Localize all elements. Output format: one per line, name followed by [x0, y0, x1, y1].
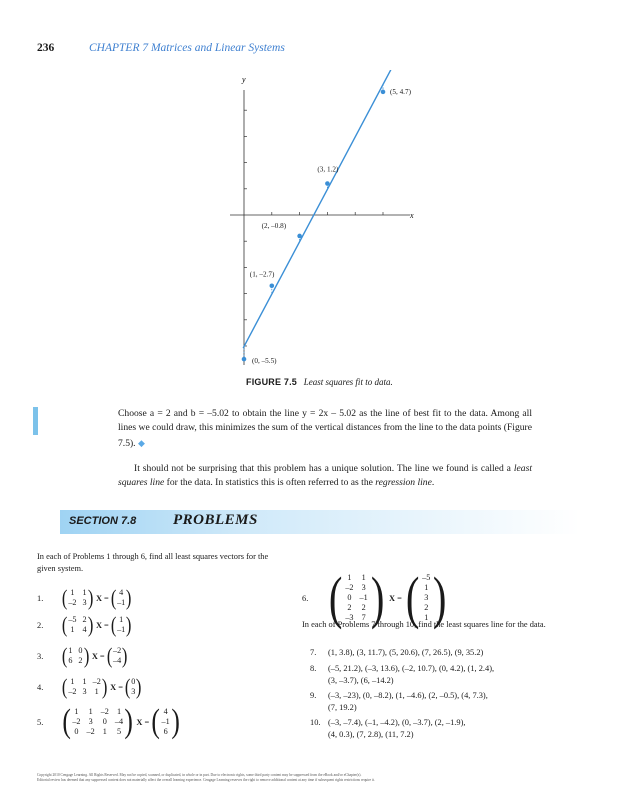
matrix-entry: 0 — [102, 717, 107, 726]
x-axis-label: x — [410, 211, 414, 220]
data-points-line-1: (–3, –23), (0, –8.2), (1, –4.6), (2, –0.5), (4, 7.3), — [328, 691, 488, 700]
matrix-entry: 1 — [70, 588, 75, 597]
matrix-entry: –1 — [117, 625, 126, 634]
matrix-entry: 1 — [119, 615, 124, 624]
y-axis-label: y — [242, 75, 246, 84]
rhs-vector — [106, 645, 129, 667]
equals-sign: = — [104, 620, 109, 630]
matrix-entry: 3 — [82, 598, 87, 607]
coefficient-matrix — [61, 676, 108, 698]
paragraph-best-fit-text: Choose a = 2 and b = –5.02 to obtain the line y = 2x – 5.02 as the line of best fit to the data. Among all lines we could draw, this minimizes the sum of the vertical distances from the line to the data points (Figure 7.5). — [118, 408, 532, 449]
data-point — [270, 283, 275, 288]
right-paren: ) — [124, 703, 133, 740]
data-points-line-2: (3, –3.7), (6, –14.2) — [328, 676, 394, 685]
matrix-entry: –4 — [112, 656, 122, 665]
left-paren: ( — [61, 585, 68, 610]
matrix-entry: –3 — [345, 613, 354, 622]
problem-number: 9. — [310, 691, 317, 700]
matrix-entry: 0 — [78, 646, 83, 655]
matrix-entry: 4 — [119, 588, 124, 597]
matrix-entry: –5 — [422, 573, 431, 582]
matrix-entry: 2 — [347, 603, 352, 612]
matrix-entry: –2 — [100, 707, 109, 716]
problem-3 — [37, 645, 128, 667]
right-paren: ) — [126, 612, 132, 637]
matrix-entry: –1 — [117, 598, 126, 607]
equals-sign: = — [118, 682, 123, 692]
rhs-vector — [124, 676, 143, 698]
problem-1 — [37, 587, 133, 609]
data-point-label: (1, –2.7) — [249, 270, 275, 279]
para2-post: . — [431, 477, 435, 489]
paragraph-best-fit — [118, 407, 532, 451]
matrix-entry: 4 — [82, 625, 87, 634]
data-points-line-2: (7, 19.2) — [328, 703, 357, 712]
matrix-entry: 3 — [424, 593, 429, 602]
matrix-entry: –5 — [68, 615, 77, 624]
problems-intro-right: In each of Problems 7 through 10, find the least squares line for the data. — [302, 620, 546, 629]
unknown-vector-X: X — [110, 682, 117, 692]
matrix-entry: –2 — [345, 583, 354, 592]
matrix-entry: 0 — [347, 593, 352, 602]
problem-number: 8. — [310, 664, 317, 673]
para2-pre: It should not be surprising that this problem has a unique solution. The line we found is called a — [134, 463, 514, 474]
data-problem-10 — [310, 717, 560, 741]
data-point — [325, 181, 330, 186]
right-paren: ) — [171, 703, 180, 740]
problem-number: 2. — [37, 620, 44, 630]
least-squares-line — [243, 70, 406, 348]
matrix-entry: 4 — [163, 707, 168, 716]
matrix-entry: 3 — [88, 717, 93, 726]
data-points-line-1: (–3, –7.4), (–1, –4.2), (0, –3.7), (2, –1.9), — [328, 718, 466, 727]
right-paren: ) — [126, 585, 132, 610]
equals-sign: = — [99, 651, 105, 661]
end-of-example-diamond-icon: ◆ — [138, 437, 145, 448]
right-paren: ) — [122, 643, 128, 668]
problem-5 — [37, 705, 181, 739]
matrix-entry: 1 — [94, 687, 99, 696]
matrix-entry: 1 — [424, 613, 429, 622]
matrix-entry: 0 — [74, 727, 79, 736]
coefficient-matrix — [61, 705, 134, 739]
section-label: SECTION 7.8 — [69, 515, 137, 527]
data-points-line-1: (–5, 21.2), (–3, 13.6), (–2, 10.7), (0, 4.2), (1, 2.4), — [328, 664, 495, 673]
data-point-label: (2, –0.8) — [261, 221, 287, 230]
problem-number: 4. — [37, 682, 44, 692]
matrix-entry: 2 — [82, 615, 87, 624]
right-paren: ) — [87, 585, 94, 610]
data-points-line-2: (4, 0.3), (7, 2.8), (11, 7.2) — [328, 730, 414, 739]
right-paren: ) — [83, 643, 89, 668]
right-paren: ) — [101, 674, 108, 699]
matrix-entry: –4 — [114, 717, 124, 726]
matrix-entry: 7 — [361, 613, 366, 622]
matrix-entry: –2 — [86, 727, 95, 736]
matrix-entry: 6 — [68, 656, 73, 665]
chapter-title: CHAPTER 7 Matrices and Linear Systems — [89, 42, 285, 54]
figure-caption-label: FIGURE 7.5 — [246, 377, 298, 387]
data-problem-7 — [310, 647, 560, 659]
footer-line-2: Editorial review has deemed that any suppressed content does not materially affect the overall learning experience. Cengage Learning reserves the right to remove additional content at any time if subsequent rights restrictions require it. — [37, 778, 375, 782]
section-banner — [60, 510, 580, 534]
matrix-entry: –2 — [68, 598, 77, 607]
coefficient-matrix — [61, 645, 90, 667]
left-paren: ( — [106, 643, 113, 668]
copyright-footer — [37, 773, 557, 783]
left-paren: ( — [405, 565, 420, 630]
left-paren: ( — [151, 703, 161, 740]
matrix-entry: 1 — [424, 583, 429, 592]
sidebar-accent-bar — [33, 407, 38, 435]
data-problem-9 — [310, 690, 560, 714]
matrix-entry: 1 — [70, 625, 75, 634]
figure-caption-text: Least squares fit to data. — [303, 377, 393, 387]
left-paren: ( — [328, 565, 343, 630]
matrix-entry: 0 — [131, 677, 136, 686]
paragraph-regression — [118, 462, 532, 491]
problem-2 — [37, 614, 133, 636]
matrix-entry: 3 — [361, 583, 366, 592]
right-paren: ) — [433, 565, 447, 630]
matrix-entry: –1 — [161, 717, 170, 726]
para2-mid: for the data. In statistics this is often referred to as the — [164, 477, 376, 489]
matrix-entry: 1 — [88, 707, 93, 716]
left-paren: ( — [61, 643, 68, 668]
equals-sign: = — [104, 593, 109, 603]
unknown-vector-X: X — [95, 620, 102, 630]
matrix-entry: 3 — [82, 687, 87, 696]
right-paren: ) — [87, 612, 94, 637]
right-paren: ) — [136, 674, 142, 699]
matrix-entry: 2 — [361, 603, 366, 612]
left-paren: ( — [61, 612, 68, 637]
data-points-line-1: (1, 3.8), (3, 11.7), (5, 20.6), (7, 26.5), (9, 35.2) — [328, 648, 484, 657]
unknown-vector-X: X — [136, 717, 143, 727]
matrix-entry: 6 — [163, 727, 168, 736]
equals-sign: = — [144, 717, 150, 727]
problem-number: 5. — [37, 717, 44, 727]
rhs-vector — [110, 614, 133, 636]
left-paren: ( — [110, 585, 117, 610]
problems-intro-left: In each of Problems 1 through 6, find all least squares vectors for the given system. — [37, 552, 269, 573]
data-point-label: (3, 1.2) — [317, 165, 339, 174]
coefficient-matrix — [61, 614, 94, 636]
problem-number: 7. — [310, 648, 317, 657]
rhs-vector — [110, 587, 133, 609]
footer-line-1: Copyright 2010 Cengage Learning. All Rights Reserved. May not be copied, scanned, or duplicated, in whole or in part. Due to electronic rights, some third party content may be suppressed from the eBook and/or eChapter(s). — [37, 773, 362, 777]
data-point-label: (0, –5.5) — [252, 357, 277, 366]
matrix-entry: 5 — [116, 727, 122, 736]
matrix-entry: –2 — [72, 717, 81, 726]
matrix-entry: 2 — [424, 603, 429, 612]
problem-number: 3. — [37, 651, 44, 661]
least-squares-figure — [200, 70, 440, 370]
matrix-entry: 1 — [74, 707, 79, 716]
data-problem-8 — [310, 663, 560, 687]
problem-number: 10. — [310, 718, 321, 727]
matrix-entry: 2 — [78, 656, 83, 665]
unknown-vector-X: X — [91, 651, 98, 661]
figure-caption — [246, 377, 393, 387]
term-least-squares-line: least squares line — [118, 463, 532, 489]
equals-sign: = — [397, 593, 402, 603]
left-paren: ( — [62, 703, 71, 740]
data-point — [242, 357, 247, 362]
problem-4 — [37, 676, 143, 698]
problem-number: 1. — [37, 593, 44, 603]
data-point — [381, 90, 386, 95]
rhs-vector — [150, 705, 181, 739]
matrix-entry: 1 — [70, 677, 75, 686]
section-title: PROBLEMS — [173, 512, 258, 528]
right-paren: ) — [370, 565, 385, 630]
problem-number: 6. — [302, 593, 309, 603]
left-paren: ( — [124, 674, 131, 699]
matrix-entry: 3 — [131, 687, 136, 696]
matrix-entry: 1 — [82, 677, 87, 686]
matrix-entry: 1 — [82, 588, 87, 597]
page-number: 236 — [37, 42, 55, 54]
left-paren: ( — [110, 612, 117, 637]
matrix-entry: 1 — [68, 646, 73, 655]
unknown-vector-X: X — [389, 593, 396, 603]
data-point — [297, 234, 302, 239]
matrix-entry: 1 — [347, 573, 352, 582]
matrix-entry: 1 — [116, 707, 122, 716]
left-paren: ( — [61, 674, 68, 699]
term-regression-line: regression line — [375, 477, 432, 489]
coefficient-matrix — [61, 587, 94, 609]
matrix-entry: –1 — [359, 593, 368, 602]
matrix-entry: –2 — [112, 646, 122, 655]
data-point-label: (5, 4.7) — [390, 87, 411, 96]
matrix-entry: 1 — [361, 573, 366, 582]
matrix-entry: –2 — [92, 677, 101, 686]
matrix-entry: 1 — [102, 727, 107, 736]
matrix-entry: –2 — [68, 687, 77, 696]
unknown-vector-X: X — [95, 593, 102, 603]
